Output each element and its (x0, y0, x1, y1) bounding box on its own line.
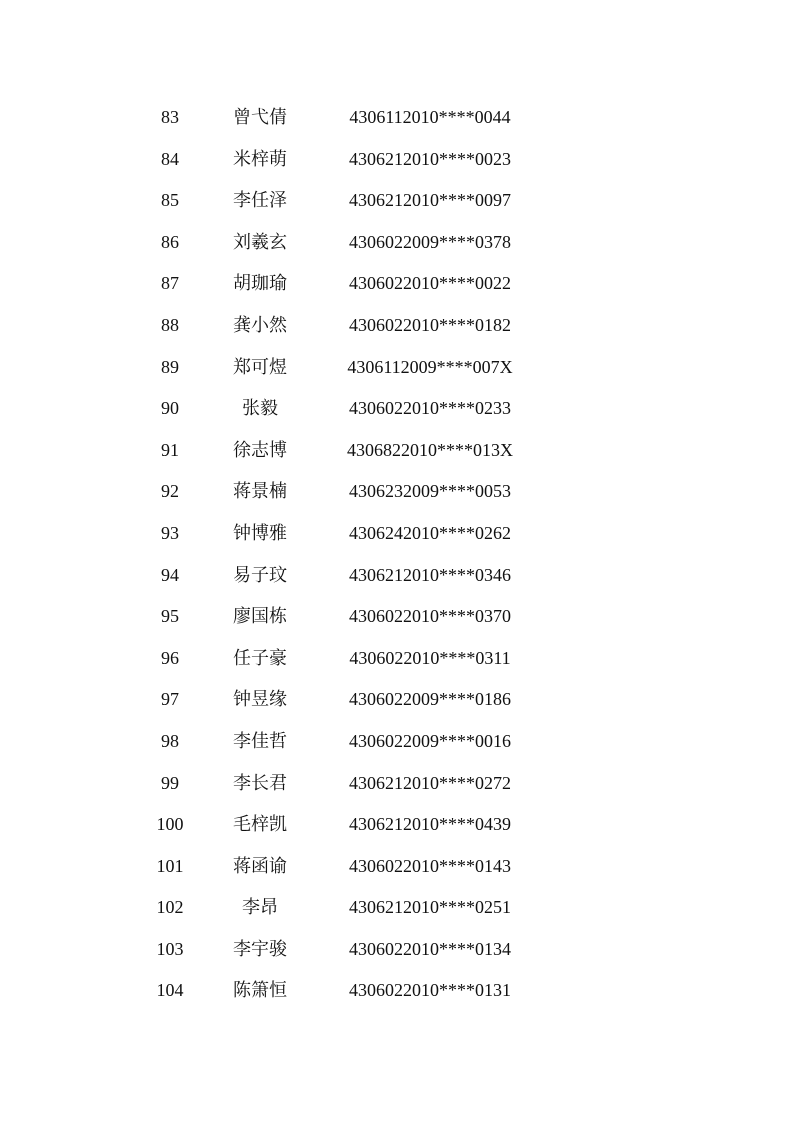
id-number: 4306022010****0182 (349, 314, 511, 335)
id-number: 4306022010****0311 (349, 647, 511, 668)
id-number: 4306212010****0272 (349, 772, 511, 793)
student-name: 米梓萌 (233, 148, 287, 170)
student-name: 李长君 (233, 772, 287, 794)
student-name: 毛梓凯 (233, 814, 287, 836)
list-item (0, 763, 793, 805)
list-item (0, 471, 793, 513)
id-number: 4306022009****0186 (349, 689, 511, 710)
student-name: 易子玟 (233, 564, 287, 586)
student-name: 郑可煜 (233, 356, 287, 378)
student-name: 蒋景楠 (233, 481, 287, 503)
row-number: 89 (161, 356, 179, 377)
list-item (0, 347, 793, 389)
list-item (0, 679, 793, 721)
id-number: 4306022010****0134 (349, 938, 511, 959)
student-name: 徐志博 (233, 439, 287, 461)
row-number: 98 (161, 730, 179, 751)
id-number: 4306022010****0022 (349, 273, 511, 294)
row-number: 87 (161, 273, 179, 294)
row-number: 85 (161, 190, 179, 211)
list-item (0, 263, 793, 305)
list-item (0, 513, 793, 555)
list-item (0, 970, 793, 1012)
row-number: 100 (156, 814, 184, 835)
student-name: 李宇骏 (233, 938, 287, 960)
list-item (0, 388, 793, 430)
list-item (0, 887, 793, 929)
id-number: 4306112009****007X (347, 356, 513, 377)
row-number: 92 (161, 481, 179, 502)
student-name: 李佳哲 (233, 730, 287, 752)
row-number: 90 (161, 398, 179, 419)
row-number: 96 (161, 647, 179, 668)
row-number: 95 (161, 606, 179, 627)
id-number: 4306212010****0439 (349, 814, 511, 835)
id-number: 4306022010****0233 (349, 398, 511, 419)
row-number: 103 (156, 938, 184, 959)
list-item (0, 804, 793, 846)
row-number: 104 (156, 980, 184, 1001)
id-number: 4306212010****0023 (349, 148, 511, 169)
list-item (0, 638, 793, 680)
list-item (0, 596, 793, 638)
row-number: 83 (161, 107, 179, 127)
student-name: 张毅 (242, 398, 278, 420)
student-name: 龚小然 (233, 314, 287, 336)
id-number: 4306212010****0251 (349, 897, 511, 918)
row-number: 86 (161, 231, 179, 252)
id-number: 4306022009****0016 (349, 730, 511, 751)
row-number: 99 (161, 772, 179, 793)
id-number: 4306232009****0053 (349, 481, 511, 502)
student-name: 胡珈瑜 (233, 273, 287, 295)
student-name: 蒋函谕 (233, 855, 287, 877)
id-number: 4306022010****0131 (349, 980, 511, 1001)
student-name: 刘羲玄 (233, 231, 287, 253)
student-name: 钟博雅 (233, 522, 287, 544)
list-item (0, 721, 793, 763)
row-number: 91 (161, 439, 179, 460)
student-name: 廖国栋 (233, 606, 287, 628)
student-name: 曾弋倩 (233, 107, 287, 128)
id-number: 4306822010****013X (347, 439, 513, 460)
id-number: 4306022009****0378 (349, 231, 511, 252)
list-item (0, 305, 793, 347)
list-item (0, 97, 793, 139)
row-number: 93 (161, 522, 179, 543)
row-number: 88 (161, 314, 179, 335)
row-number: 102 (156, 897, 184, 918)
id-number: 4306112010****0044 (349, 107, 511, 127)
student-name: 钟昱缘 (233, 689, 287, 711)
student-name: 李任泽 (233, 190, 287, 212)
list-item (0, 139, 793, 181)
row-number: 94 (161, 564, 179, 585)
id-number: 4306212010****0097 (349, 190, 511, 211)
id-number: 4306022010****0370 (349, 606, 511, 627)
row-number: 97 (161, 689, 179, 710)
roster-list (0, 97, 793, 1012)
list-item (0, 430, 793, 472)
list-item (0, 929, 793, 971)
student-name: 李昂 (242, 897, 278, 919)
list-item (0, 846, 793, 888)
list-item (0, 555, 793, 597)
student-name: 任子豪 (233, 647, 287, 669)
row-number: 101 (156, 855, 184, 876)
id-number: 4306022010****0143 (349, 855, 511, 876)
row-number: 84 (161, 148, 179, 169)
list-item (0, 222, 793, 264)
id-number: 4306242010****0262 (349, 522, 511, 543)
student-name: 陈箫恒 (233, 980, 287, 1002)
id-number: 4306212010****0346 (349, 564, 511, 585)
list-item (0, 180, 793, 222)
